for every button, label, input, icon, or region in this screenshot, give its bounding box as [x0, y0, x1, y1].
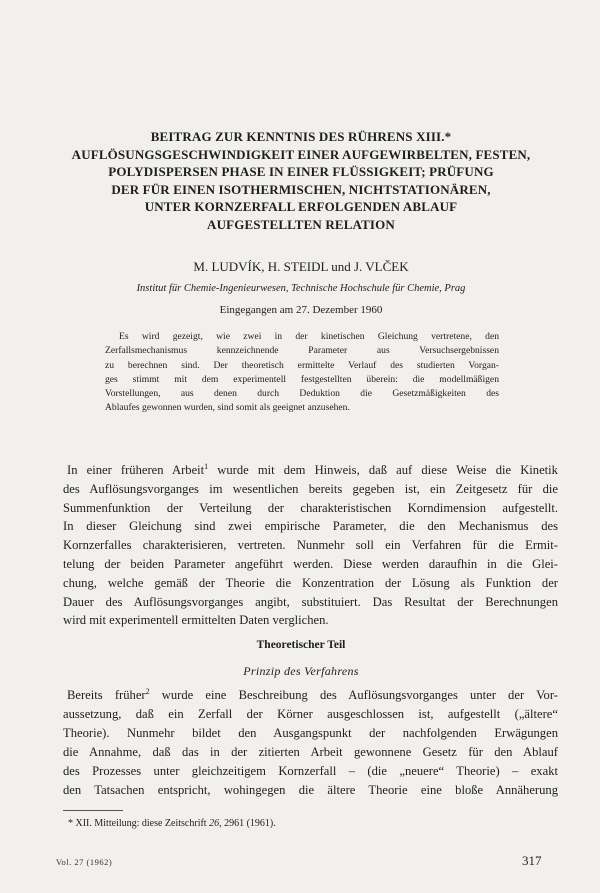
- footnote-volume: 26: [209, 818, 220, 829]
- paragraph-line: [63, 461, 558, 480]
- text-run: In einer früheren Arbeit: [67, 463, 205, 477]
- article-title: [40, 128, 562, 233]
- abstract-line: Zerfallsmechanismus kennzeichnende Parameter aus Versuchsergebnissen: [105, 345, 499, 357]
- paragraph-line: In dieser Gleichung sind zwei empirische Parameter, die den Mechanismus des: [63, 519, 558, 534]
- paragraph-line: Summenfunktion der Verteilung der charakteristischen Korndimension aufgestellt.: [63, 500, 558, 515]
- paragraph-line: aussetzung, daß ein Zerfall der Körner ausgeschlossen ist, aufgestellt („ältere“: [63, 707, 558, 721]
- text-run: wurde mit dem Hinweis, daß auf diese Weise die Kinetik: [208, 463, 558, 477]
- author-list: M. LUDVÍK, H. STEIDL und J. VLČEK: [193, 259, 409, 274]
- text-run: wurde eine Beschreibung des Auflösungsvorganges unter der Vor-: [149, 688, 558, 702]
- journal-reference: Vol. 27 (1962): [56, 857, 113, 867]
- footnote-text: , 2961 (1961).: [219, 818, 276, 829]
- section-heading: Theoretischer Teil: [256, 639, 346, 651]
- title-line: AUFGESTELLTEN RELATION: [207, 216, 395, 232]
- abstract-line: Ablaufes gewonnen wurden, sind somit als geeignet anzusehen.: [105, 402, 350, 414]
- abstract-line: Vorstellungen, aus denen durch Deduktion die Gesetzmäßigkeiten des: [105, 388, 499, 400]
- reference-marker: 1: [204, 461, 209, 471]
- intro-paragraph: [63, 461, 558, 630]
- paragraph-line: des Auflösungsvorganges im wesentlichen bereits gegeben ist, ein Zeitgesetz für die: [63, 481, 558, 496]
- paragraph-line: chung, welche gemäß der Theorie die Konzentration der Lösung als Funktion der: [63, 575, 558, 590]
- institute-affiliation: Institut für Chemie-Ingenieurwesen, Technische Hochschule für Chemie, Prag: [136, 283, 466, 294]
- abstract-line: ges stimmt mit dem experimentell festgestellten überein: die modellmäßigen: [105, 373, 499, 385]
- title-line: UNTER KORNZERFALL ERFOLGENDEN ABLAUF: [144, 199, 458, 214]
- paragraph-line: den Tatsachen entspricht, wohingegen die ältere Theorie eine bloße Annäherung: [63, 783, 558, 797]
- title-line: POLYDISPERSEN PHASE IN EINER FLÜSSIGKEIT; PRÜFUNG: [108, 164, 494, 179]
- received-date: Eingegangen am 27. Dezember 1960: [219, 304, 383, 316]
- paragraph-line: telung der beiden Parameter angeführt werden. Diese werden daraufhin in die Glei-: [63, 556, 558, 571]
- footnote-text: * XII. Mitteilung: diese Zeitschrift: [68, 818, 210, 829]
- title-line: BEITRAG ZUR KENNTNIS DES RÜHRENS XIII.*: [150, 129, 452, 144]
- text-run: Bereits früher: [67, 688, 146, 702]
- title-line: AUFLÖSUNGSGESCHWINDIGKEIT EINER AUFGEWIRBELTEN, FESTEN,: [71, 146, 531, 162]
- paragraph-line: [63, 686, 558, 705]
- footnote: [68, 817, 276, 830]
- paragraph-line: des Prozesses unter gleichzeitigem Kornzerfall – (die „neuere“ Theorie) – exakt: [63, 764, 558, 778]
- page-number: 317: [522, 853, 542, 868]
- paragraph-line: Dauer des Auflösungsvorganges angibt, substituiert. Das Resultat der Berechnungen: [63, 594, 558, 609]
- paragraph-line: Kornzerfalles charakterisieren, vertreten. Nunmehr soll ein Verfahren für die Ermit-: [63, 538, 558, 553]
- abstract-line: Es wird gezeigt, wie zwei in der kinetischen Gleichung vertretene, den: [119, 331, 499, 342]
- reference-marker: 2: [145, 686, 150, 696]
- title-line: DER FÜR EINEN ISOTHERMISCHEN, NICHTSTATIONÄREN,: [111, 181, 491, 197]
- paragraph-line: die Annahme, daß das in der zitierten Arbeit gewonnene Gesetz für den Ablauf: [63, 745, 558, 759]
- paragraph-line: Theorie). Nunmehr bildet den Ausgangspunkt der nachfolgenden Erwägungen: [63, 726, 558, 740]
- abstract: [105, 330, 499, 416]
- section-paragraph: [63, 686, 558, 800]
- abstract-line: zu berechnen sind. Der theoretisch ermittelte Verlauf des studierten Vorgan-: [105, 359, 499, 371]
- footnote-rule: [63, 810, 123, 811]
- subsection-heading: Prinzip des Verfahrens: [243, 664, 359, 678]
- paragraph-line: wird mit experimentell ermittelten Daten verglichen.: [63, 613, 329, 628]
